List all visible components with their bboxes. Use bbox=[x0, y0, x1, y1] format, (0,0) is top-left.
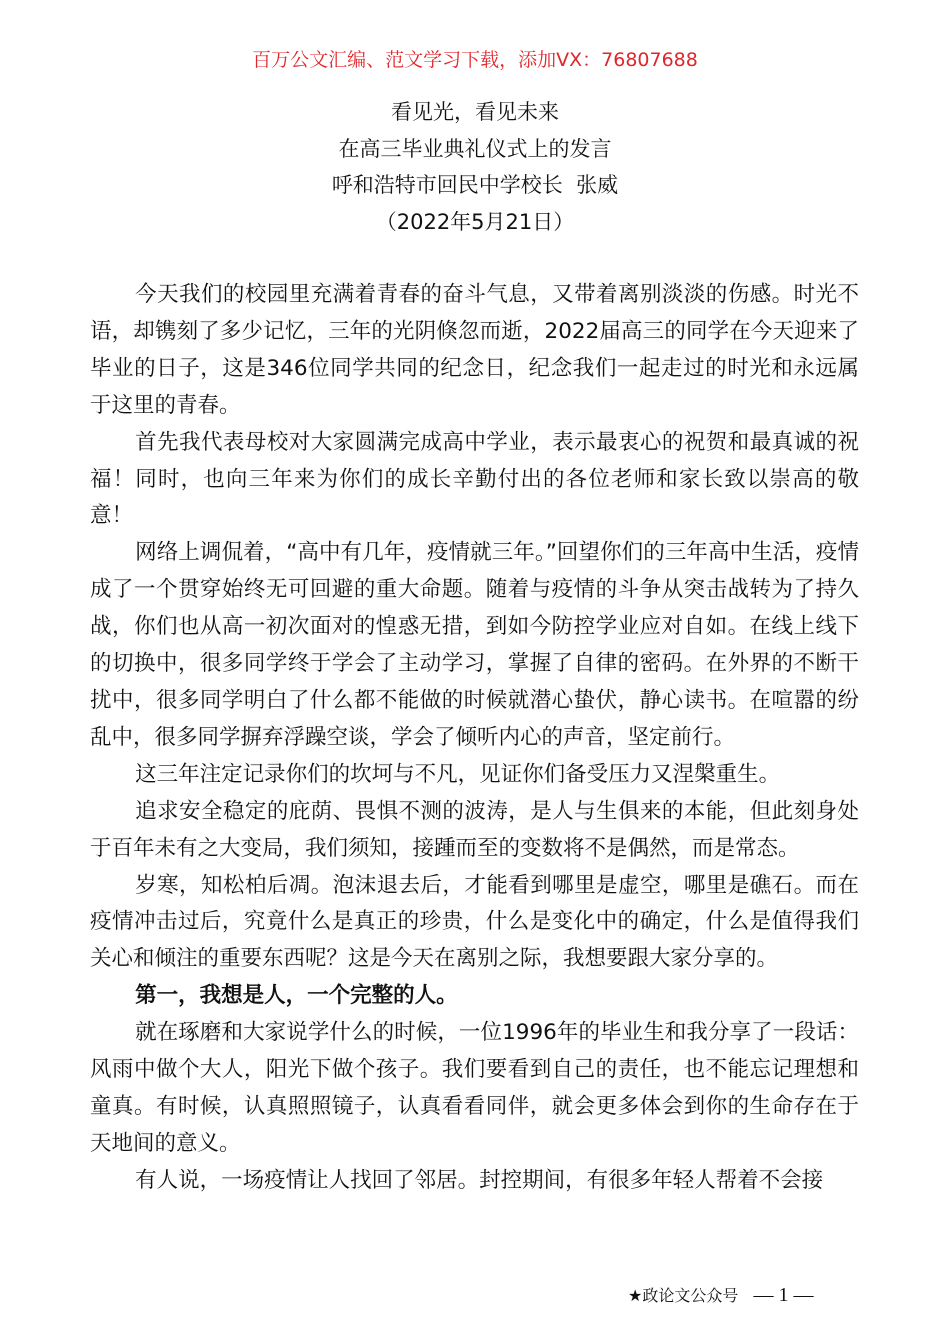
page-number: — 1 — bbox=[753, 1284, 814, 1306]
watermark-banner: 百万公文汇编、范文学习下载，添加VX：76807688 bbox=[252, 49, 698, 71]
document-header bbox=[0, 94, 950, 240]
paragraph: 首先我代表母校对大家圆满完成高中学业，表示最衷心的祝贺和最真诚的祝福！同时，也向三年来为你们的成长辛勤付出的各位老师和家长致以崇高的敬意！ bbox=[90, 429, 859, 529]
paragraph: 就在琢磨和大家说学什么的时候，一位1996年的毕业生和我分享了一段话：风雨中做个大人，阳光下做个孩子。我们要看到自己的责任，也不能忘记理想和童真。有时候，认真照照镜子，认真看看同伴，就会更多体会到你的生命存在于天地间的意义。 bbox=[90, 1020, 859, 1156]
paragraph: 网络上调侃着，“高中有几年，疫情就三年。”回望你们的三年高中生活，疫情成了一个贯穿始终无可回避的重大命题。随着与疫情的斗争从突击战转为了持久战，你们也从高一初次面对的惶惑无措，到如今防控学业应对自如。在线上线下的切换中，很多同学终于学会了主动学习，掌握了自律的密码。在外界的不断干扰中，很多同学明白了什么都不能做的时候就潜心蛰伏，静心读书。在喧嚣的纷乱中，很多同学摒弃浮躁空谈，学会了倾听内心的声音，坚定前行。 bbox=[90, 540, 859, 750]
document-title: 看见光，看见未来 bbox=[391, 100, 559, 124]
paragraph: 这三年注定记录你们的坎坷与不凡，见证你们备受压力又涅槃重生。 bbox=[135, 761, 781, 787]
document-subtitle: 在高三毕业典礼仪式上的发言 bbox=[338, 136, 612, 161]
section-heading: 第一，我想是人，一个完整的人。 bbox=[135, 983, 458, 1009]
paragraph: 追求安全稳定的庇荫、畏惧不测的波涛，是人与生俱来的本能，但此刻身处于百年未有之大变局，我们须知，接踵而至的变数将不是偶然，而是常态。 bbox=[90, 798, 859, 861]
page-footer bbox=[628, 1282, 813, 1309]
paragraph: 今天我们的校园里充满着青春的奋斗气息，又带着离别淡淡的伤感。时光不语，却镌刻了多少记忆，三年的光阴倏忽而逝，2022届高三的同学在今天迎来了毕业的日子，这是346位同学共同的纪念日，纪念我们一起走过的时光和永远属于这里的青春。 bbox=[90, 282, 859, 418]
document-date: （2022年5月21日） bbox=[375, 209, 575, 234]
document-author: 呼和浩特市回民中学校长 张威 bbox=[331, 173, 619, 197]
document-body bbox=[90, 277, 859, 1200]
footer-source: ★政论文公众号 bbox=[628, 1286, 739, 1305]
paragraph: 岁寒，知松柏后凋。泡沫退去后，才能看到哪里是虚空，哪里是礁石。而在疫情冲击过后，究竟什么是真正的珍贵，什么是变化中的确定，什么是值得我们关心和倾注的重要东西呢？这是今天在离别之际，我想要跟大家分享的。 bbox=[90, 872, 859, 972]
paragraph: 有人说，一场疫情让人找回了邻居。封控期间，有很多年轻人帮着不会接 bbox=[135, 1167, 824, 1193]
